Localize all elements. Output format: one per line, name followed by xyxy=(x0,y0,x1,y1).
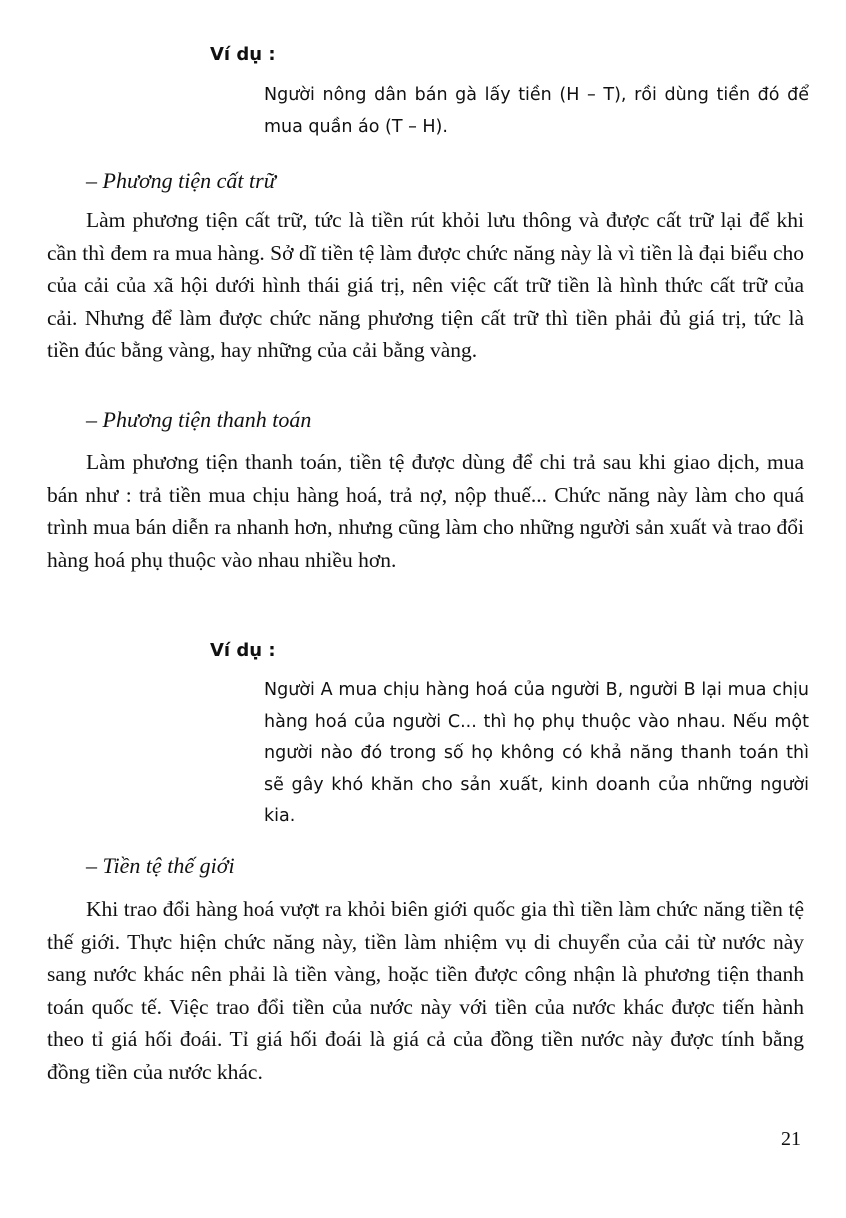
page-number: 21 xyxy=(781,1128,801,1150)
paragraph-store-of-value xyxy=(47,204,804,367)
paragraph-means-of-payment xyxy=(47,446,804,576)
example-text-2: Người A mua chịu hàng hoá của người B, người B lại mua chịu hàng hoá của người C... thì họ phụ thuộc vào nhau. Nếu một người nào đó trong số họ không có khả năng thanh toán thì sẽ gây khó khăn cho sản xuất, kinh doanh của những người kia. xyxy=(264,680,809,826)
paragraph-world-money xyxy=(47,893,804,1088)
heading-means-of-payment: – Phương tiện thanh toán xyxy=(86,407,312,432)
paragraph-means-of-payment-text: Làm phương tiện thanh toán, tiền tệ được dùng để chi trả sau khi giao dịch, mua bán như : trả tiền mua chịu hàng hoá, trả nợ, nộp thuế... Chức năng này làm cho quá trình mua bán diễn ra nhanh hơn, nhưng cũng làm cho những người sản xuất và trao đổi hàng hoá phụ thuộc vào nhau nhiều hơn. xyxy=(47,450,804,572)
example-label-2: Ví dụ : xyxy=(210,640,276,661)
paragraph-world-money-text: Khi trao đổi hàng hoá vượt ra khỏi biên giới quốc gia thì tiền làm chức năng tiền tệ thế giới. Thực hiện chức năng này, tiền làm nhiệm vụ di chuyển của cải từ nước này sang nước khác nên phải là tiền vàng, hoặc tiền được công nhận là phương tiện thanh toán quốc tế. Việc trao đổi tiền của nước này với tiền của nước khác được tiến hành theo tỉ giá hối đoái. Tỉ giá hối đoái là giá cả của đồng tiền nước này được tính bằng đồng tiền của nước khác. xyxy=(47,897,804,1084)
heading-world-money: – Tiền tệ thế giới xyxy=(86,853,235,878)
paragraph-store-of-value-text: Làm phương tiện cất trữ, tức là tiền rút khỏi lưu thông và được cất trữ lại để khi cần thì đem ra mua hàng. Sở dĩ tiền tệ làm được chức năng này là vì tiền là đại biểu cho của cải của xã hội dưới hình thái giá trị, nên việc cất trữ tiền là hình thức cất trữ của cải. Nhưng để làm được chức năng phương tiện cất trữ thì tiền phải đủ giá trị, tức là tiền đúc bằng vàng, hay những của cải bằng vàng. xyxy=(47,208,804,362)
example-label-1: Ví dụ : xyxy=(210,44,276,65)
heading-store-of-value: – Phương tiện cất trữ xyxy=(86,168,276,193)
example-text-1: Người nông dân bán gà lấy tiền (H – T), rồi dùng tiền đó để mua quần áo (T – H). xyxy=(264,85,809,137)
